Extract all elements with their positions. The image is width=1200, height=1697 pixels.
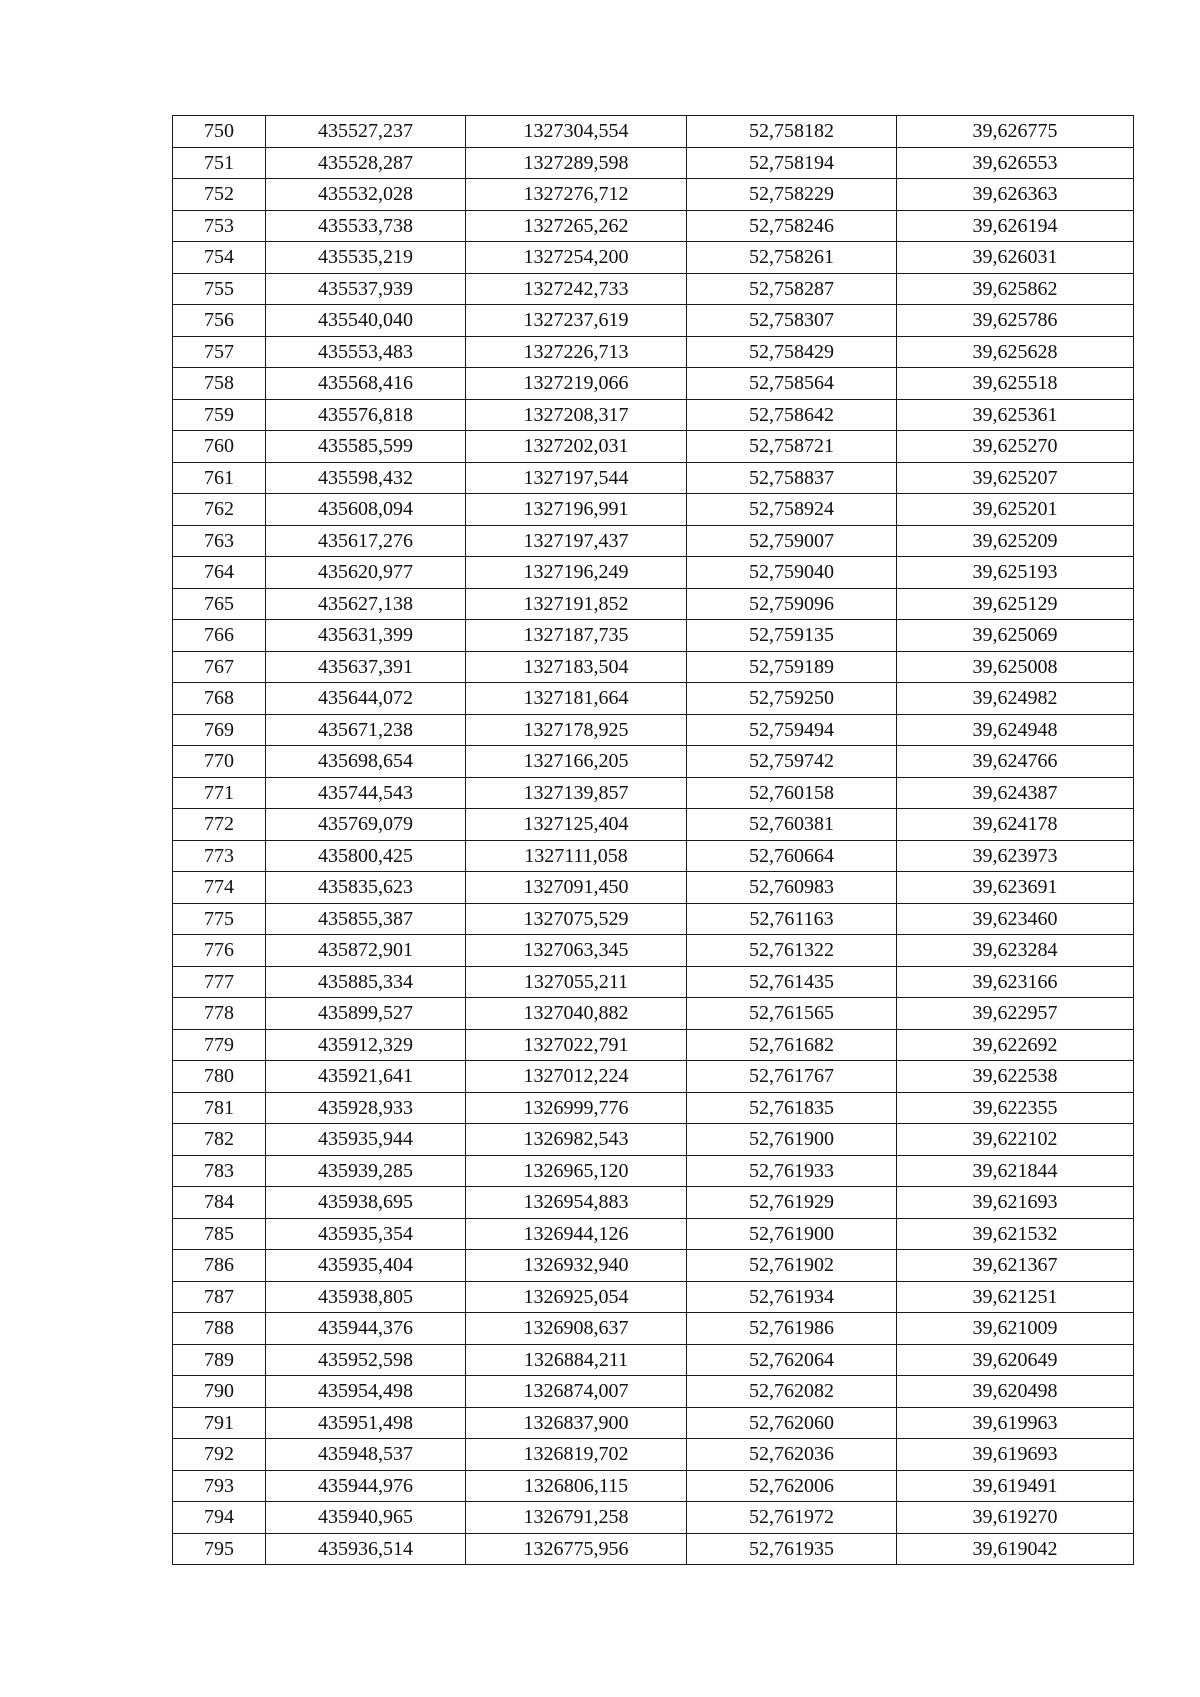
latitude-cell: 52,758429 [687,336,897,368]
longitude-cell: 39,625270 [897,431,1134,463]
table-row [173,1218,1134,1250]
y-coordinate-cell: 1326925,054 [466,1281,687,1313]
latitude-cell: 52,760158 [687,777,897,809]
latitude-cell: 52,762006 [687,1470,897,1502]
latitude-cell: 52,761933 [687,1155,897,1187]
latitude-cell: 52,761986 [687,1313,897,1345]
table-row [173,1281,1134,1313]
point-number-cell: 754 [173,242,266,274]
point-number-cell: 756 [173,305,266,337]
longitude-cell: 39,626775 [897,116,1134,148]
x-coordinate-cell: 435940,965 [266,1502,466,1534]
x-coordinate-cell: 435944,976 [266,1470,466,1502]
y-coordinate-cell: 1327022,791 [466,1029,687,1061]
x-coordinate-cell: 435939,285 [266,1155,466,1187]
latitude-cell: 52,758837 [687,462,897,494]
longitude-cell: 39,625518 [897,368,1134,400]
table-row [173,179,1134,211]
x-coordinate-cell: 435928,933 [266,1092,466,1124]
table-row [173,494,1134,526]
latitude-cell: 52,761682 [687,1029,897,1061]
table-row [173,872,1134,904]
point-number-cell: 753 [173,210,266,242]
x-coordinate-cell: 435671,238 [266,714,466,746]
longitude-cell: 39,619491 [897,1470,1134,1502]
y-coordinate-cell: 1327091,450 [466,872,687,904]
longitude-cell: 39,621367 [897,1250,1134,1282]
point-number-cell: 778 [173,998,266,1030]
latitude-cell: 52,758721 [687,431,897,463]
table-row [173,557,1134,589]
x-coordinate-cell: 435568,416 [266,368,466,400]
x-coordinate-cell: 435944,376 [266,1313,466,1345]
latitude-cell: 52,760983 [687,872,897,904]
y-coordinate-cell: 1327183,504 [466,651,687,683]
x-coordinate-cell: 435608,094 [266,494,466,526]
point-number-cell: 770 [173,746,266,778]
longitude-cell: 39,624948 [897,714,1134,746]
longitude-cell: 39,625862 [897,273,1134,305]
longitude-cell: 39,622355 [897,1092,1134,1124]
y-coordinate-cell: 1327265,262 [466,210,687,242]
y-coordinate-cell: 1327208,317 [466,399,687,431]
longitude-cell: 39,619270 [897,1502,1134,1534]
latitude-cell: 52,758246 [687,210,897,242]
y-coordinate-cell: 1327242,733 [466,273,687,305]
table-row [173,746,1134,778]
y-coordinate-cell: 1326932,940 [466,1250,687,1282]
y-coordinate-cell: 1327196,991 [466,494,687,526]
point-number-cell: 790 [173,1376,266,1408]
latitude-cell: 52,758564 [687,368,897,400]
table-row [173,1407,1134,1439]
point-number-cell: 791 [173,1407,266,1439]
longitude-cell: 39,626553 [897,147,1134,179]
point-number-cell: 783 [173,1155,266,1187]
longitude-cell: 39,623166 [897,966,1134,998]
x-coordinate-cell: 435921,641 [266,1061,466,1093]
latitude-cell: 52,762064 [687,1344,897,1376]
y-coordinate-cell: 1327181,664 [466,683,687,715]
table-row [173,336,1134,368]
point-number-cell: 763 [173,525,266,557]
longitude-cell: 39,624982 [897,683,1134,715]
y-coordinate-cell: 1327219,066 [466,368,687,400]
x-coordinate-cell: 435800,425 [266,840,466,872]
point-number-cell: 768 [173,683,266,715]
longitude-cell: 39,621844 [897,1155,1134,1187]
y-coordinate-cell: 1327166,205 [466,746,687,778]
longitude-cell: 39,623460 [897,903,1134,935]
table-row [173,1470,1134,1502]
table-row [173,1092,1134,1124]
latitude-cell: 52,758287 [687,273,897,305]
latitude-cell: 52,761900 [687,1124,897,1156]
y-coordinate-cell: 1326791,258 [466,1502,687,1534]
point-number-cell: 761 [173,462,266,494]
table-row [173,273,1134,305]
y-coordinate-cell: 1326806,115 [466,1470,687,1502]
table-row [173,242,1134,274]
x-coordinate-cell: 435598,432 [266,462,466,494]
table-row [173,399,1134,431]
x-coordinate-cell: 435935,944 [266,1124,466,1156]
point-number-cell: 759 [173,399,266,431]
latitude-cell: 52,761163 [687,903,897,935]
latitude-cell: 52,758229 [687,179,897,211]
point-number-cell: 779 [173,1029,266,1061]
latitude-cell: 52,758924 [687,494,897,526]
latitude-cell: 52,760381 [687,809,897,841]
latitude-cell: 52,761565 [687,998,897,1030]
table-row [173,1187,1134,1219]
point-number-cell: 780 [173,1061,266,1093]
longitude-cell: 39,624178 [897,809,1134,841]
latitude-cell: 52,761435 [687,966,897,998]
point-number-cell: 777 [173,966,266,998]
latitude-cell: 52,758261 [687,242,897,274]
y-coordinate-cell: 1326884,211 [466,1344,687,1376]
y-coordinate-cell: 1327063,345 [466,935,687,967]
latitude-cell: 52,758642 [687,399,897,431]
y-coordinate-cell: 1327226,713 [466,336,687,368]
longitude-cell: 39,622102 [897,1124,1134,1156]
longitude-cell: 39,625209 [897,525,1134,557]
x-coordinate-cell: 435631,399 [266,620,466,652]
x-coordinate-cell: 435528,287 [266,147,466,179]
y-coordinate-cell: 1326874,007 [466,1376,687,1408]
y-coordinate-cell: 1326982,543 [466,1124,687,1156]
x-coordinate-cell: 435698,654 [266,746,466,778]
latitude-cell: 52,759040 [687,557,897,589]
table-row [173,525,1134,557]
x-coordinate-cell: 435912,329 [266,1029,466,1061]
x-coordinate-cell: 435855,387 [266,903,466,935]
point-number-cell: 786 [173,1250,266,1282]
x-coordinate-cell: 435540,040 [266,305,466,337]
y-coordinate-cell: 1327040,882 [466,998,687,1030]
longitude-cell: 39,626363 [897,179,1134,211]
longitude-cell: 39,619963 [897,1407,1134,1439]
point-number-cell: 765 [173,588,266,620]
point-number-cell: 793 [173,1470,266,1502]
longitude-cell: 39,624387 [897,777,1134,809]
table-row [173,1124,1134,1156]
y-coordinate-cell: 1327187,735 [466,620,687,652]
point-number-cell: 762 [173,494,266,526]
y-coordinate-cell: 1327197,437 [466,525,687,557]
y-coordinate-cell: 1327237,619 [466,305,687,337]
longitude-cell: 39,625207 [897,462,1134,494]
point-number-cell: 767 [173,651,266,683]
x-coordinate-cell: 435585,599 [266,431,466,463]
point-number-cell: 774 [173,872,266,904]
table-row [173,1061,1134,1093]
point-number-cell: 766 [173,620,266,652]
x-coordinate-cell: 435744,543 [266,777,466,809]
point-number-cell: 792 [173,1439,266,1471]
point-number-cell: 775 [173,903,266,935]
point-number-cell: 776 [173,935,266,967]
y-coordinate-cell: 1327289,598 [466,147,687,179]
x-coordinate-cell: 435527,237 [266,116,466,148]
x-coordinate-cell: 435954,498 [266,1376,466,1408]
longitude-cell: 39,625786 [897,305,1134,337]
point-number-cell: 782 [173,1124,266,1156]
point-number-cell: 794 [173,1502,266,1534]
x-coordinate-cell: 435617,276 [266,525,466,557]
latitude-cell: 52,761322 [687,935,897,967]
point-number-cell: 773 [173,840,266,872]
latitude-cell: 52,761767 [687,1061,897,1093]
latitude-cell: 52,759250 [687,683,897,715]
table-row [173,431,1134,463]
x-coordinate-cell: 435952,598 [266,1344,466,1376]
table-row [173,651,1134,683]
table-row [173,1250,1134,1282]
longitude-cell: 39,625201 [897,494,1134,526]
latitude-cell: 52,762036 [687,1439,897,1471]
table-row [173,966,1134,998]
x-coordinate-cell: 435935,404 [266,1250,466,1282]
longitude-cell: 39,625129 [897,588,1134,620]
table-row [173,1313,1134,1345]
table-row [173,1155,1134,1187]
point-number-cell: 751 [173,147,266,179]
x-coordinate-cell: 435553,483 [266,336,466,368]
y-coordinate-cell: 1326837,900 [466,1407,687,1439]
latitude-cell: 52,759135 [687,620,897,652]
table-row [173,620,1134,652]
table-row [173,1344,1134,1376]
x-coordinate-cell: 435885,334 [266,966,466,998]
point-number-cell: 781 [173,1092,266,1124]
x-coordinate-cell: 435644,072 [266,683,466,715]
x-coordinate-cell: 435948,537 [266,1439,466,1471]
latitude-cell: 52,759189 [687,651,897,683]
y-coordinate-cell: 1327276,712 [466,179,687,211]
y-coordinate-cell: 1326775,956 [466,1533,687,1565]
y-coordinate-cell: 1327191,852 [466,588,687,620]
table-row [173,147,1134,179]
y-coordinate-cell: 1327178,925 [466,714,687,746]
x-coordinate-cell: 435620,977 [266,557,466,589]
longitude-cell: 39,623284 [897,935,1134,967]
x-coordinate-cell: 435899,527 [266,998,466,1030]
longitude-cell: 39,622692 [897,1029,1134,1061]
point-number-cell: 757 [173,336,266,368]
table-row [173,998,1134,1030]
y-coordinate-cell: 1327139,857 [466,777,687,809]
x-coordinate-cell: 435938,805 [266,1281,466,1313]
table-row [173,1439,1134,1471]
y-coordinate-cell: 1327202,031 [466,431,687,463]
x-coordinate-cell: 435576,818 [266,399,466,431]
x-coordinate-cell: 435532,028 [266,179,466,211]
longitude-cell: 39,626031 [897,242,1134,274]
longitude-cell: 39,625628 [897,336,1134,368]
y-coordinate-cell: 1326944,126 [466,1218,687,1250]
longitude-cell: 39,621009 [897,1313,1134,1345]
x-coordinate-cell: 435872,901 [266,935,466,967]
point-number-cell: 788 [173,1313,266,1345]
point-number-cell: 752 [173,179,266,211]
point-number-cell: 789 [173,1344,266,1376]
latitude-cell: 52,761934 [687,1281,897,1313]
latitude-cell: 52,761929 [687,1187,897,1219]
longitude-cell: 39,623691 [897,872,1134,904]
point-number-cell: 784 [173,1187,266,1219]
latitude-cell: 52,760664 [687,840,897,872]
latitude-cell: 52,758182 [687,116,897,148]
y-coordinate-cell: 1327111,058 [466,840,687,872]
x-coordinate-cell: 435537,939 [266,273,466,305]
point-number-cell: 769 [173,714,266,746]
y-coordinate-cell: 1326819,702 [466,1439,687,1471]
latitude-cell: 52,759096 [687,588,897,620]
y-coordinate-cell: 1326965,120 [466,1155,687,1187]
latitude-cell: 52,761900 [687,1218,897,1250]
longitude-cell: 39,619042 [897,1533,1134,1565]
point-number-cell: 785 [173,1218,266,1250]
y-coordinate-cell: 1327197,544 [466,462,687,494]
table-row [173,305,1134,337]
x-coordinate-cell: 435951,498 [266,1407,466,1439]
point-number-cell: 771 [173,777,266,809]
table-row [173,1533,1134,1565]
table-row [173,368,1134,400]
y-coordinate-cell: 1326999,776 [466,1092,687,1124]
x-coordinate-cell: 435637,391 [266,651,466,683]
x-coordinate-cell: 435938,695 [266,1187,466,1219]
longitude-cell: 39,625361 [897,399,1134,431]
y-coordinate-cell: 1327125,404 [466,809,687,841]
x-coordinate-cell: 435935,354 [266,1218,466,1250]
y-coordinate-cell: 1327055,211 [466,966,687,998]
table-row [173,210,1134,242]
table-row [173,1376,1134,1408]
y-coordinate-cell: 1327304,554 [466,116,687,148]
longitude-cell: 39,622957 [897,998,1134,1030]
latitude-cell: 52,758307 [687,305,897,337]
latitude-cell: 52,761972 [687,1502,897,1534]
point-number-cell: 764 [173,557,266,589]
point-number-cell: 772 [173,809,266,841]
table-row [173,1029,1134,1061]
x-coordinate-cell: 435535,219 [266,242,466,274]
longitude-cell: 39,625008 [897,651,1134,683]
latitude-cell: 52,762082 [687,1376,897,1408]
latitude-cell: 52,761935 [687,1533,897,1565]
longitude-cell: 39,621693 [897,1187,1134,1219]
table-row [173,588,1134,620]
longitude-cell: 39,622538 [897,1061,1134,1093]
longitude-cell: 39,625069 [897,620,1134,652]
longitude-cell: 39,623973 [897,840,1134,872]
point-number-cell: 795 [173,1533,266,1565]
latitude-cell: 52,759494 [687,714,897,746]
table-row [173,683,1134,715]
latitude-cell: 52,758194 [687,147,897,179]
table-row [173,116,1134,148]
table-row [173,714,1134,746]
latitude-cell: 52,761902 [687,1250,897,1282]
coordinates-table-body [173,116,1134,1565]
point-number-cell: 787 [173,1281,266,1313]
table-row [173,840,1134,872]
longitude-cell: 39,626194 [897,210,1134,242]
latitude-cell: 52,759007 [687,525,897,557]
x-coordinate-cell: 435769,079 [266,809,466,841]
point-number-cell: 760 [173,431,266,463]
table-row [173,809,1134,841]
latitude-cell: 52,762060 [687,1407,897,1439]
y-coordinate-cell: 1326954,883 [466,1187,687,1219]
point-number-cell: 758 [173,368,266,400]
coordinates-table [172,115,1134,1565]
longitude-cell: 39,624766 [897,746,1134,778]
table-row [173,935,1134,967]
y-coordinate-cell: 1327012,224 [466,1061,687,1093]
y-coordinate-cell: 1327075,529 [466,903,687,935]
y-coordinate-cell: 1327196,249 [466,557,687,589]
table-row [173,1502,1134,1534]
longitude-cell: 39,621251 [897,1281,1134,1313]
longitude-cell: 39,621532 [897,1218,1134,1250]
longitude-cell: 39,620649 [897,1344,1134,1376]
longitude-cell: 39,625193 [897,557,1134,589]
table-row [173,462,1134,494]
longitude-cell: 39,619693 [897,1439,1134,1471]
point-number-cell: 750 [173,116,266,148]
x-coordinate-cell: 435936,514 [266,1533,466,1565]
table-row [173,903,1134,935]
y-coordinate-cell: 1326908,637 [466,1313,687,1345]
x-coordinate-cell: 435627,138 [266,588,466,620]
latitude-cell: 52,761835 [687,1092,897,1124]
table-row [173,777,1134,809]
x-coordinate-cell: 435533,738 [266,210,466,242]
y-coordinate-cell: 1327254,200 [466,242,687,274]
point-number-cell: 755 [173,273,266,305]
longitude-cell: 39,620498 [897,1376,1134,1408]
latitude-cell: 52,759742 [687,746,897,778]
x-coordinate-cell: 435835,623 [266,872,466,904]
